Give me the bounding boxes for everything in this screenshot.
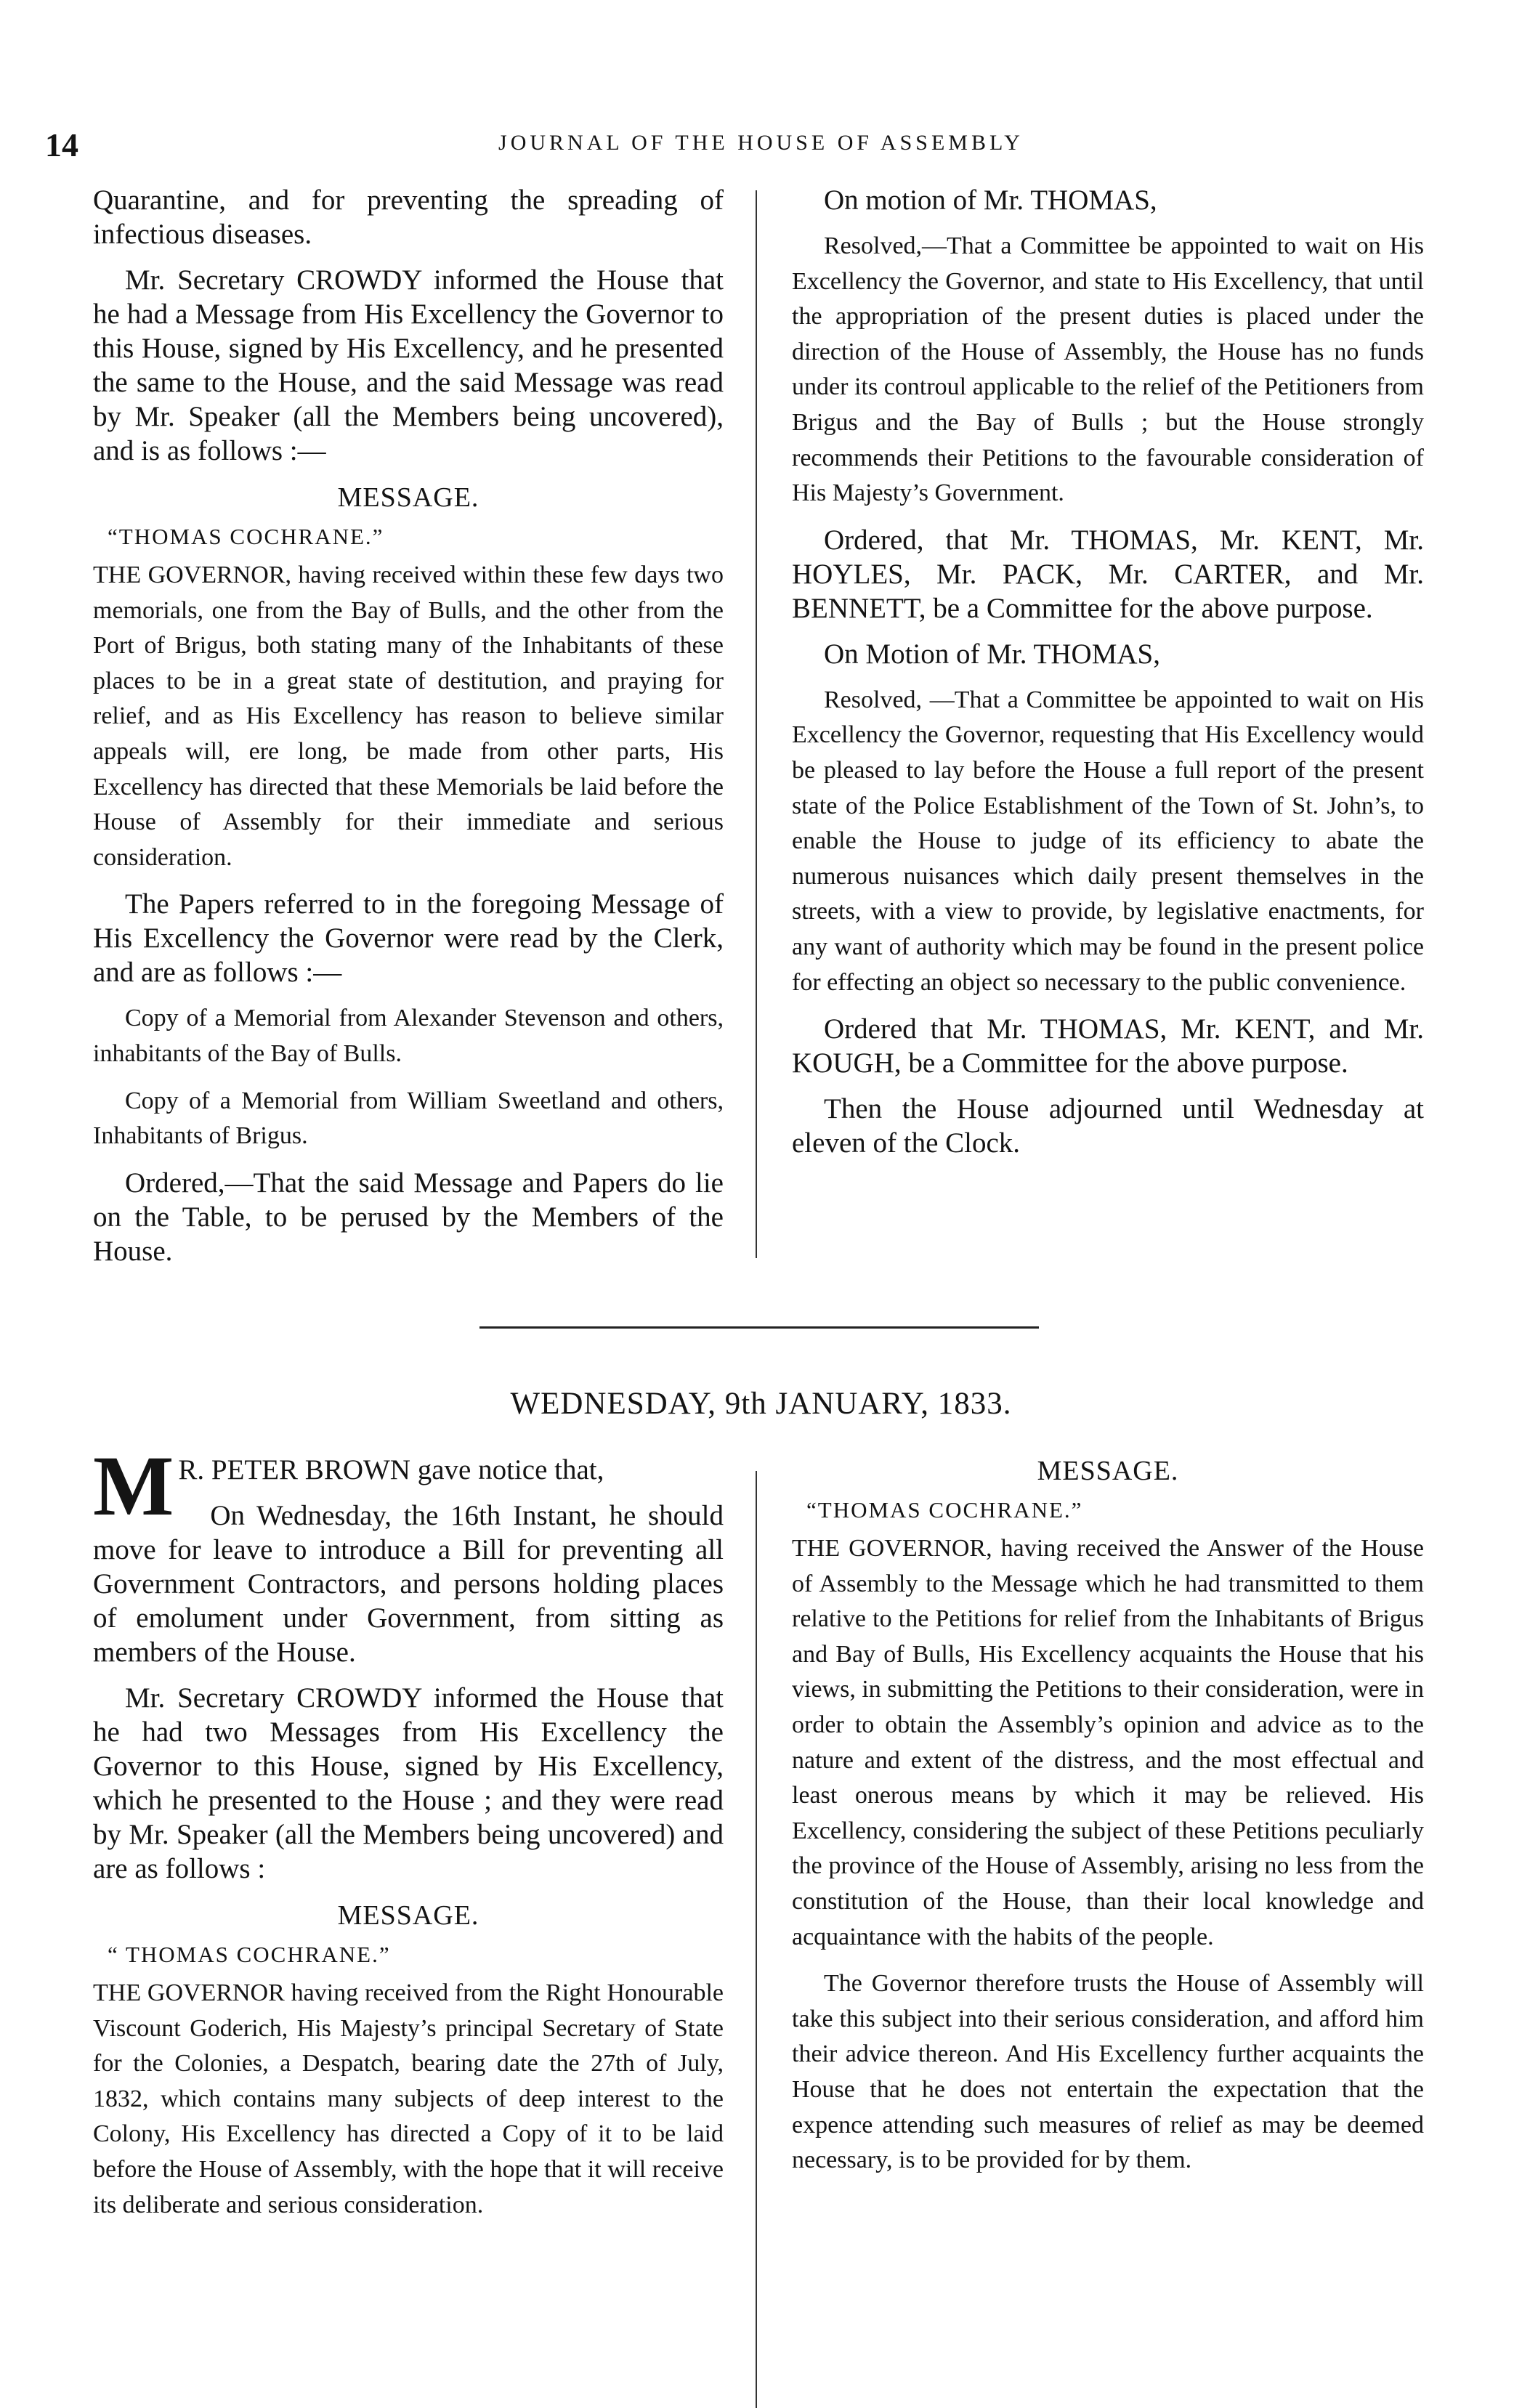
paragraph: Quarantine, and for preventing the spreading of infectious diseases. bbox=[93, 185, 724, 250]
message-body: THE GOVERNOR having received from the Right Honourable Viscount Goderich, His Majesty’s principal Secretary of State for the Colonies, a Despatch, bearing date the 27th of July, 1832, which contains many subjects of deep interest to the Colony, His Excellency has directed a Copy of it to be laid before the House of Assembly, with the hope that it will receive its deliberate and serious consideration. bbox=[93, 1979, 724, 2218]
message-signature: “THOMAS COCHRANE.” bbox=[108, 524, 384, 549]
paragraph: On Wednesday, the 16th Instant, he should move for leave to introduce a Bill for preventing all Government Contractors, and persons holding places of emolument under Government, from sitting as members of the House. bbox=[93, 1500, 724, 1668]
page-number: 14 bbox=[45, 126, 78, 163]
paragraph: Resolved,—That a Committee be appointed to wait on His Excellency the Governor, and state to His Excellency, that until the appropriation of the present duties is placed under the direction of the House of Assembly, the House has no funds under its controul applicable to the relief of the Petitioners from Brigus and the Bay of Bulls ; but the House strongly recommends their Petitions to the favourable consideration of His Majesty’s Government. bbox=[792, 232, 1424, 507]
paragraph: Mr. Secretary CROWDY informed the House that he had two Messages from His Excellency the Governor to this House, signed by His Excellency, which he presented to the House ; and they were read by Mr. Speaker (all the Members being uncovered) and are as follows : bbox=[93, 1682, 724, 1884]
top-left-column bbox=[93, 183, 724, 1280]
paragraph: Copy of a Memorial from William Sweetland and others, Inhabitants of Brigus. bbox=[93, 1087, 724, 1150]
paragraph: Ordered that Mr. THOMAS, Mr. KENT, and Mr. KOUGH, be a Committee for the above purpose. bbox=[792, 1013, 1424, 1079]
column-divider bbox=[756, 190, 757, 1258]
message-body: THE GOVERNOR, having received within these few days two memorials, one from the Bay of Bulls, and the other from the Port of Brigus, both stating many of the Inhabitants of these places to be in a great state of destitution, and praying for relief, and as His Excellency has reason to believe similar appeals will, ere long, be made from other parts, His Excellency has directed that these Memorials be laid before the House of Assembly for their immediate and serious consideration. bbox=[93, 562, 724, 871]
message-heading: MESSAGE. bbox=[337, 1900, 479, 1931]
paragraph: Resolved, —That a Committee be appointed to wait on His Excellency the Governor, requesting that His Excellency would be pleased to lay before the House a full report of the present state of the Police Establishment of the Town of St. John’s, to enable the House to judge of its efficiency to abate the numerous nuisances which daily present themselves in the streets, with a view to provide, by legislative enactments, for any want of authority which may be found in the present police for effecting an object so necessary to the public convenience. bbox=[792, 686, 1424, 996]
bottom-left-column bbox=[93, 1438, 724, 2234]
message-signature: “ THOMAS COCHRANE.” bbox=[108, 1942, 391, 1967]
message-heading: MESSAGE. bbox=[1037, 1456, 1179, 1486]
top-right-column bbox=[792, 183, 1424, 1172]
message-signature: “THOMAS COCHRANE.” bbox=[806, 1497, 1083, 1523]
paragraph: On motion of Mr. THOMAS, bbox=[824, 185, 1157, 216]
paragraph: Ordered, that Mr. THOMAS, Mr. KENT, Mr. HOYLES, Mr. PACK, Mr. CARTER, and Mr. BENNETT, be a Committee for the above purpose. bbox=[792, 524, 1424, 624]
paragraph bbox=[93, 1438, 724, 1533]
running-title: JOURNAL OF THE HOUSE OF ASSEMBLY bbox=[498, 131, 1024, 155]
message-body: The Governor therefore trusts the House of Assembly will take this subject into their serious consideration, and afford him their advice thereon. And His Excellency further acquaints the House that he does not entertain the expectation that the expence attending such measures of relief as may be deemed necessary, is to be provided for by them. bbox=[792, 1970, 1424, 2174]
paragraph: Then the House adjourned until Wednesday at eleven of the Clock. bbox=[792, 1093, 1424, 1159]
column-divider bbox=[756, 1471, 757, 2408]
paragraph: Copy of a Memorial from Alexander Stevenson and others, inhabitants of the Bay of Bulls. bbox=[93, 1005, 724, 1067]
paragraph: The Papers referred to in the foregoing Message of His Excellency the Governor were read by the Clerk, and are as follows :— bbox=[93, 888, 724, 989]
date-heading: WEDNESDAY, 9th JANUARY, 1833. bbox=[510, 1387, 1012, 1421]
message-heading: MESSAGE. bbox=[337, 482, 479, 513]
bottom-right-column bbox=[792, 1453, 1424, 2190]
paragraph: Mr. Secretary CROWDY informed the House that he had a Message from His Excellency the Governor to this House, signed by His Excellency, and he presented the same to the House, and the said Message was read by Mr. Speaker (all the Members being uncovered), and is as follows :— bbox=[93, 264, 724, 466]
paragraph-text: R. PETER BROWN gave notice that, bbox=[178, 1454, 604, 1485]
message-body: THE GOVERNOR, having received the Answer of the House of Assembly to the Message which he had transmitted to them relative to the Petitions for relief from the Inhabitants of Brigus and Bay of Bulls, His Excellency acquaints the House that his views, in submitting the Petitions to their consideration, were in order to obtain the Assembly’s opinion and advice as to the nature and extent of the distress, and the most effectual and least onerous means by which it may be relieved. His Excellency, considering the subject of these Petitions peculiarly the province of the House of Assembly, arising no less from the constitution of the House, than their local knowledge and acquaintance with the habits of the people. bbox=[792, 1535, 1424, 1950]
paragraph: Ordered,—That the said Message and Papers do lie on the Table, to be perused by the Members of the House. bbox=[93, 1167, 724, 1267]
paragraph: On Motion of Mr. THOMAS, bbox=[824, 638, 1160, 670]
section-rule bbox=[479, 1326, 1039, 1329]
drop-cap: M bbox=[93, 1438, 174, 1533]
